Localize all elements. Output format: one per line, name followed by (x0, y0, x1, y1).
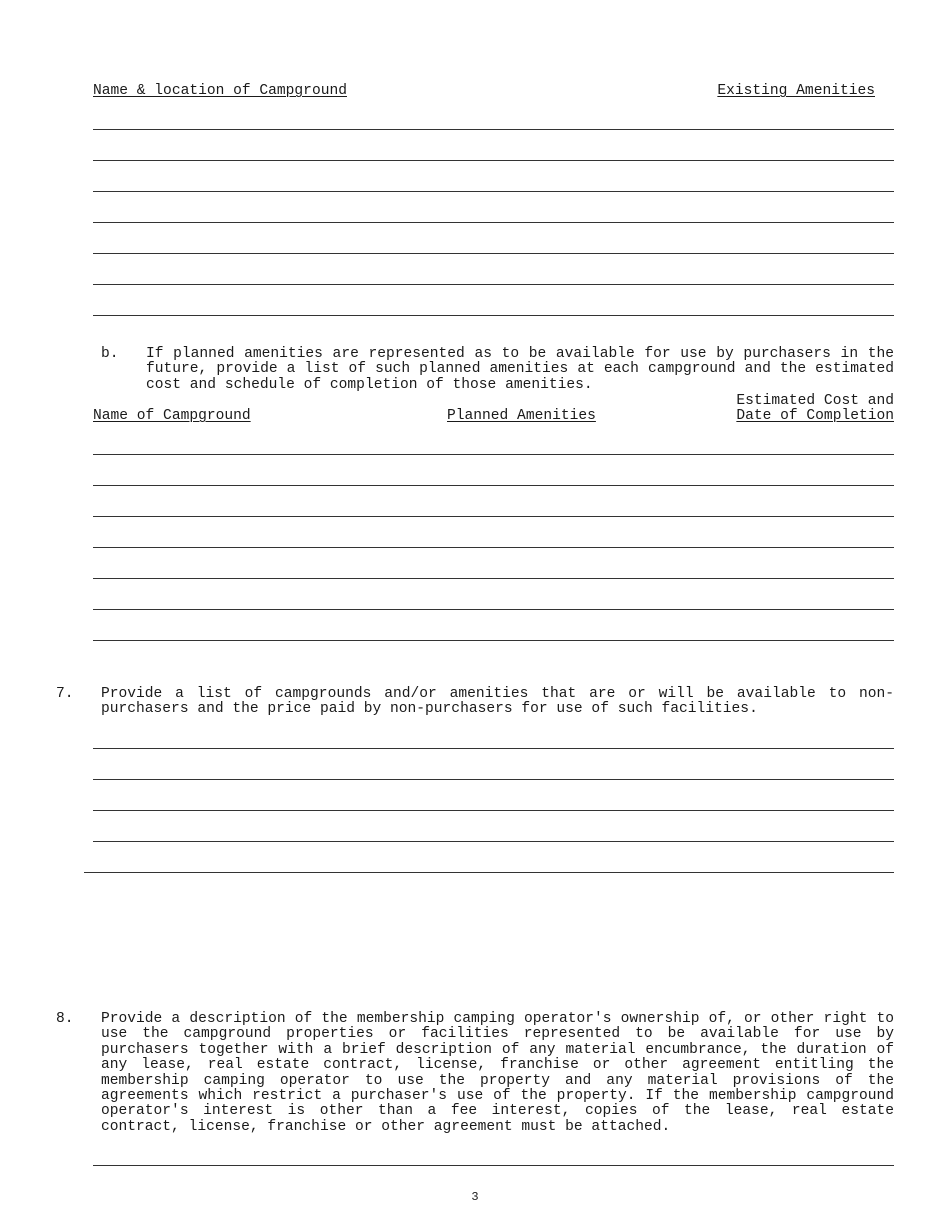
column-header-name-campground: Name of Campground (93, 408, 251, 424)
item-b-text: If planned amenities are represented as to be available for use by purchasers in the future, provide a list of such planned amenities at each campground and the estimated cost and schedule of completion of those amenities. (146, 346, 894, 393)
item-8-text: Provide a description of the membership camping operator's ownership of, or other right to use the campground properties or facilities represented to be available for use by purchasers together with a brief description of any material encumbrance, the duration of any lease, real estate contract, license, franchise or other agreement entitling the membership camping operator to use the property and any material provisions of the agreements which restrict a purchaser's use of the property. If the membership campground operator's interest is other than a fee interest, copies of the lease, real estate contract, license, franchise or other agreement must be attached. (101, 1011, 894, 1135)
fill-line[interactable] (93, 748, 894, 749)
fill-line[interactable] (93, 160, 894, 161)
item-7-text: Provide a list of campgrounds and/or amenities that are or will be available to non-purchasers and the price paid by non-purchasers for use of such facilities. (101, 686, 894, 718)
fill-line[interactable] (93, 516, 894, 517)
column-header-estimated-cost: Estimated Cost and (736, 393, 894, 409)
fill-line[interactable] (93, 454, 894, 455)
fill-line[interactable] (93, 253, 894, 254)
page-number: 3 (471, 1190, 479, 1204)
fill-line[interactable] (93, 810, 894, 811)
fill-line[interactable] (93, 222, 894, 223)
item-number-8: 8. (56, 1011, 74, 1027)
fill-line[interactable] (93, 315, 894, 316)
column-header-name-location: Name & location of Campground (93, 83, 347, 99)
fill-line[interactable] (93, 485, 894, 486)
fill-line[interactable] (93, 129, 894, 130)
fill-line[interactable] (93, 578, 894, 579)
item-number-7: 7. (56, 686, 74, 702)
fill-line[interactable] (93, 841, 894, 842)
fill-line[interactable] (93, 640, 894, 641)
fill-line[interactable] (93, 1165, 894, 1166)
item-label-b: b. (101, 346, 119, 362)
fill-line[interactable] (84, 872, 894, 873)
fill-line[interactable] (93, 609, 894, 610)
column-header-date-completion: Date of Completion (736, 408, 894, 424)
column-header-planned-amenities: Planned Amenities (447, 408, 596, 424)
fill-line[interactable] (93, 779, 894, 780)
column-header-existing-amenities: Existing Amenities (717, 83, 875, 99)
fill-line[interactable] (93, 284, 894, 285)
fill-line[interactable] (93, 547, 894, 548)
fill-line[interactable] (93, 191, 894, 192)
